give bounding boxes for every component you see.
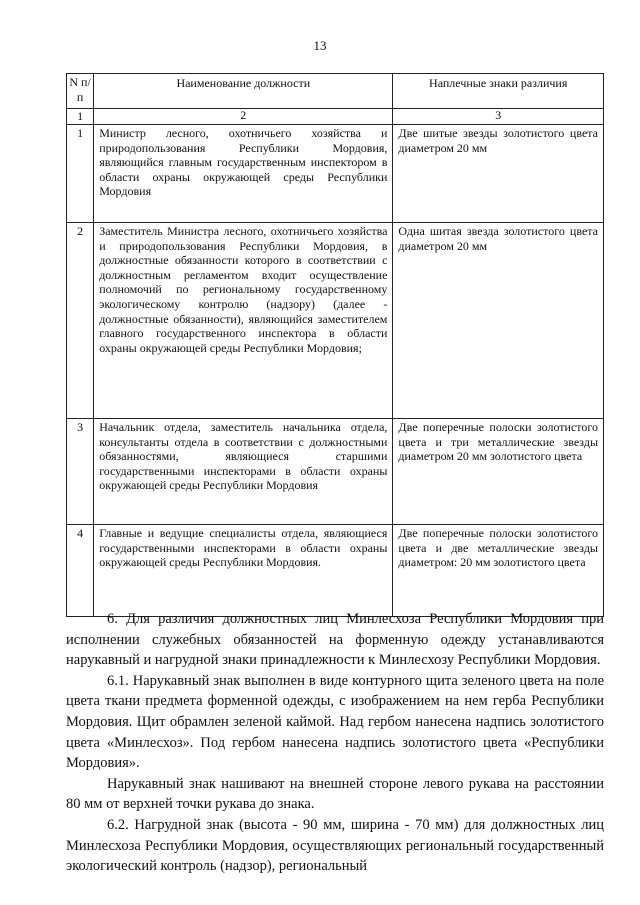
row-num: 3 — [67, 419, 94, 525]
row-num: 4 — [67, 525, 94, 617]
table-row — [67, 419, 604, 525]
col-number-2: 2 — [94, 109, 393, 125]
row-position: Начальник отдела, заместитель начальника отдела, консультанты отдела в соответствии с должностными обязанностями, являющиеся старшими государственными инспекторами в области охраны окружающей среды Республики Мордовия — [94, 419, 393, 525]
paragraph: Нарукавный знак нашивают на внешней стороне левого рукава на расстоянии 80 мм от верхней точки рукава до знака. — [66, 775, 604, 813]
row-insignia: Одна шитая звезда золотистого цвета диаметром 20 мм — [393, 223, 604, 419]
paragraph: 6.2. Нагрудной знак (высота - 90 мм, ширина - 70 мм) для должностных лиц Минлесхоза Республики Мордовия, осуществляющих региональный государственный экологический контроль (надзор), региональный — [66, 816, 604, 875]
body-text — [66, 609, 604, 877]
table-header-row — [67, 74, 604, 109]
header-num: N п/п — [67, 74, 94, 109]
col-number-1: 1 — [67, 109, 94, 125]
col-number-3: 3 — [393, 109, 604, 125]
page-number: 13 — [313, 38, 327, 53]
row-position: Главные и ведущие специалисты отдела, являющиеся государственными инспекторами в области охраны окружающей среды Республики Мордовия. — [94, 525, 393, 617]
table-row — [67, 125, 604, 223]
row-insignia: Две шитые звезды золотистого цвета диаметром 20 мм — [393, 125, 604, 223]
table-row — [67, 223, 604, 419]
row-num: 1 — [67, 125, 94, 223]
row-num: 2 — [67, 223, 94, 419]
row-position: Министр лесного, охотничьего хозяйства и природопользования Республики Мордовия, являющийся главным государственным инспектором в области охраны окружающей среды Республики Мордовия — [94, 125, 393, 223]
column-number-row — [67, 109, 604, 125]
row-position: Заместитель Министра лесного, охотничьего хозяйства и природопользования Республики Мордовия, в должностные обязанности которого в соответствии с должностным регламентом входит осуществление полномочий по региональному государственному экологическому контролю (надзору) (далее - должностные обязанности), являющийся заместителем главного государственного инспектора в области охраны окружающей среды Республики Мордовия; — [94, 223, 393, 419]
header-position: Наименование должности — [94, 74, 393, 109]
paragraph: 6. Для различия должностных лиц Минлесхоза Республики Мордовия при исполнении служебных обязанностей на форменную одежду устанавливаются нарукавный и нагрудной знаки принадлежности к Минлесхозу Республики Мордовия. — [66, 611, 604, 669]
paragraph: 6.1. Нарукавный знак выполнен в виде контурного щита зеленого цвета на поле цвета ткани предмета форменной одежды, с изображением на нем герба Республики Мордовия. Щит обрамлен зеленой каймой. Над гербом нанесена надпись золотистого цвета «Минлесхоз». Под гербом нанесена надпись золотистого цвета «Республики Мордовия». — [66, 672, 604, 772]
row-insignia: Две поперечные полоски золотистого цвета и две металлические звезды диаметром: 20 мм золотистого цвета — [393, 525, 604, 617]
insignia-table — [66, 73, 604, 617]
row-insignia: Две поперечные полоски золотистого цвета и три металлические звезды диаметром 20 мм золотистого цвета — [393, 419, 604, 525]
header-insignia: Наплечные знаки различия — [393, 74, 604, 109]
table-row — [67, 525, 604, 617]
